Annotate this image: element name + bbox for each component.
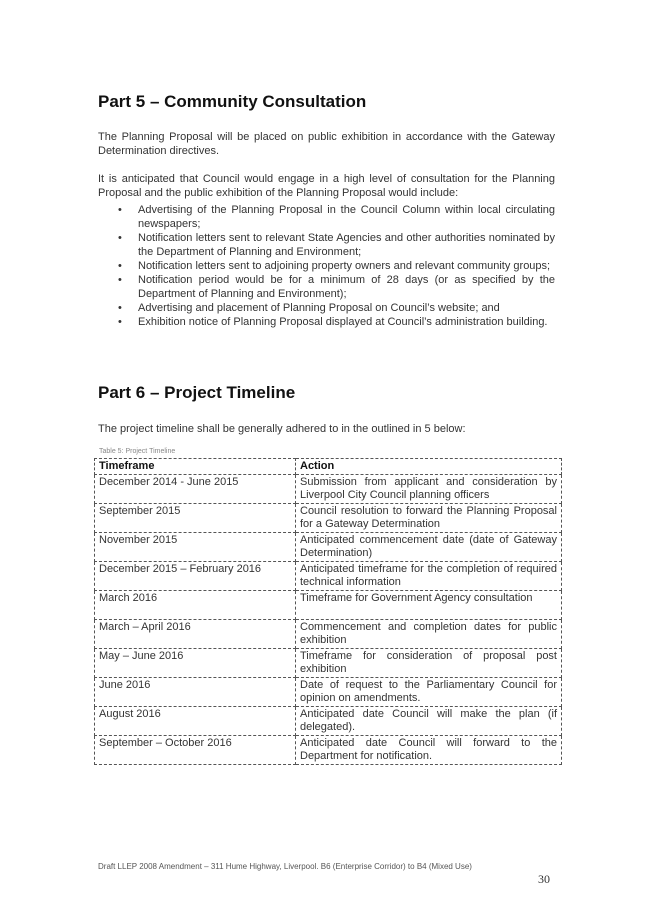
table-row	[95, 649, 562, 678]
timeframe-cell: August 2016	[95, 707, 296, 736]
table-row	[95, 475, 562, 504]
bullet-text: Exhibition notice of Planning Proposal displayed at Council’s administration building.	[138, 316, 548, 328]
table-row	[95, 533, 562, 562]
table-row	[95, 620, 562, 649]
bullet-item	[98, 301, 555, 315]
bullet-icon: •	[118, 302, 122, 314]
timeframe-cell: March – April 2016	[95, 620, 296, 649]
table-row	[95, 504, 562, 533]
page-footer: Draft LLEP 2008 Amendment – 311 Hume Highway, Liverpool. B6 (Enterprise Corridor) to B4 (Mixed Use)	[98, 862, 472, 871]
part5-paragraph-1: The Planning Proposal will be placed on public exhibition in accordance with the Gateway Determination directives.	[98, 131, 555, 157]
bullet-item	[98, 231, 555, 259]
bullet-text: Notification period would be for a minimum of 28 days (or as specified by the Department of Planning and Environment);	[138, 274, 555, 300]
timeframe-cell: December 2015 – February 2016	[95, 562, 296, 591]
timeframe-cell: December 2014 - June 2015	[95, 475, 296, 504]
table-caption: Table 5: Project Timeline	[99, 448, 176, 455]
consultation-bullet-list	[98, 203, 555, 329]
action-cell: Commencement and completion dates for public exhibition	[296, 620, 562, 649]
action-cell: Submission from applicant and consideration by Liverpool City Council planning officers	[296, 475, 562, 504]
action-cell: Timeframe for Government Agency consultation	[296, 591, 562, 620]
bullet-item	[98, 273, 555, 301]
timeframe-cell: March 2016	[95, 591, 296, 620]
bullet-icon: •	[118, 260, 122, 272]
project-timeline-table	[94, 458, 562, 765]
bullet-text: Notification letters sent to relevant State Agencies and other authorities nominated by the Department of Planning and Environment;	[138, 232, 555, 258]
table-row	[95, 678, 562, 707]
timeframe-column-header: Timeframe	[95, 459, 296, 475]
table-header-row	[95, 459, 562, 475]
bullet-text: Advertising of the Planning Proposal in the Council Column within local circulating newspapers;	[138, 204, 555, 230]
bullet-icon: •	[118, 316, 122, 328]
bullet-text: Advertising and placement of Planning Proposal on Council’s website; and	[138, 302, 500, 314]
bullet-item	[98, 259, 555, 273]
part5-paragraph-2: It is anticipated that Council would engage in a high level of consultation for the Planning Proposal and the public exhibition of the Planning Proposal would include:	[98, 173, 555, 199]
bullet-item	[98, 203, 555, 231]
action-cell: Anticipated timeframe for the completion of required technical information	[296, 562, 562, 591]
action-cell: Anticipated commencement date (date of Gateway Determination)	[296, 533, 562, 562]
table-row	[95, 562, 562, 591]
timeframe-cell: May – June 2016	[95, 649, 296, 678]
bullet-icon: •	[118, 232, 122, 244]
action-cell: Anticipated date Council will make the plan (if delegated).	[296, 707, 562, 736]
part6-heading: Part 6 – Project Timeline	[98, 383, 296, 402]
action-column-header: Action	[296, 459, 562, 475]
action-cell: Anticipated date Council will forward to the Department for notification.	[296, 736, 562, 765]
part6-intro: The project timeline shall be generally adhered to in the outlined in 5 below:	[98, 423, 466, 435]
part5-heading: Part 5 – Community Consultation	[98, 92, 367, 111]
timeframe-cell: November 2015	[95, 533, 296, 562]
table-row	[95, 707, 562, 736]
table-row	[95, 591, 562, 620]
page-number: 30	[538, 872, 550, 886]
action-cell: Timeframe for consideration of proposal post exhibition	[296, 649, 562, 678]
bullet-text: Notification letters sent to adjoining property owners and relevant community groups;	[138, 260, 551, 272]
action-cell: Date of request to the Parliamentary Council for opinion on amendments.	[296, 678, 562, 707]
action-cell: Council resolution to forward the Planning Proposal for a Gateway Determination	[296, 504, 562, 533]
bullet-item	[98, 315, 555, 329]
bullet-icon: •	[118, 204, 122, 216]
timeframe-cell: June 2016	[95, 678, 296, 707]
timeframe-cell: September 2015	[95, 504, 296, 533]
timeframe-cell: September – October 2016	[95, 736, 296, 765]
table-row	[95, 736, 562, 765]
bullet-icon: •	[118, 274, 122, 286]
